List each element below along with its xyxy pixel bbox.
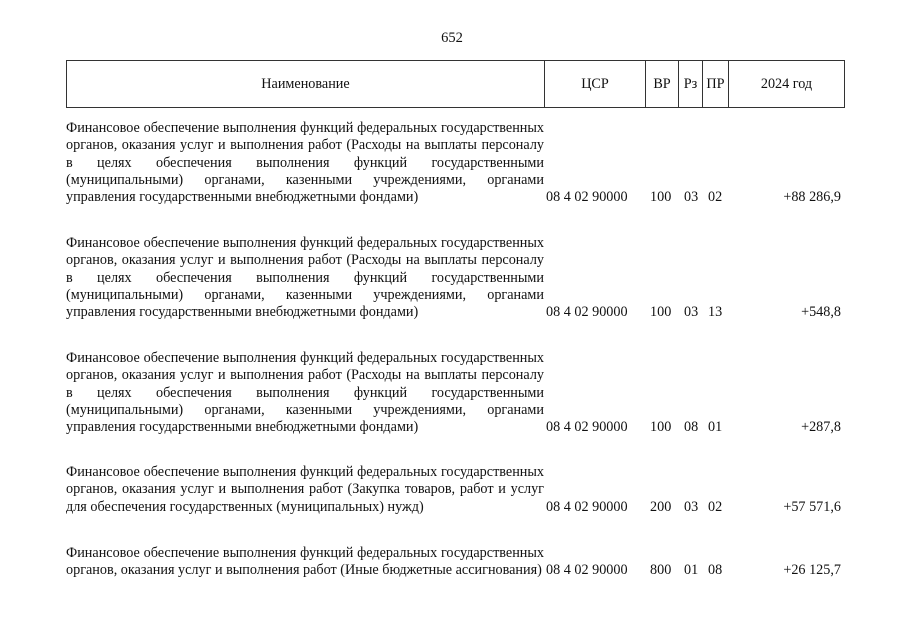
row-pr: 08	[708, 562, 723, 579]
row-pr: 02	[708, 189, 723, 206]
row-name: Финансовое обеспечение выполнения функций федеральных государственных органов, оказания услуг и выполнения работ (Расходы на выплаты персоналу в целях обеспечения выполнения функций государственными (муниципальными) органами, казенными учреждениями, органами управления государственными внебюджетными фондами)	[66, 235, 544, 321]
row-rz: 01	[684, 562, 699, 579]
header-name: Наименование	[67, 61, 545, 107]
row-csr: 08 4 02 90000	[546, 562, 628, 579]
row-csr: 08 4 02 90000	[546, 419, 628, 436]
header-year: 2024 год	[760, 75, 813, 92]
row-rz: 03	[684, 498, 699, 515]
row-vr: 800	[650, 562, 672, 579]
row-vr: 200	[650, 498, 672, 515]
row-pr: 13	[708, 304, 723, 321]
row-amount: +548,8	[801, 304, 841, 321]
row-rz: 03	[684, 189, 699, 206]
row-amount: +26 125,7	[783, 562, 841, 579]
row-amount: +287,8	[801, 419, 841, 436]
table-row	[66, 350, 845, 436]
table-row	[66, 235, 845, 321]
row-rz: 08	[684, 419, 699, 436]
table-row	[66, 120, 845, 206]
row-pr: 02	[708, 498, 723, 515]
table-row	[66, 545, 845, 580]
row-amount: +57 571,6	[783, 498, 841, 515]
header-csr: ЦСР	[545, 61, 646, 107]
row-name: Финансовое обеспечение выполнения функций федеральных государственных органов, оказания услуг и выполнения работ (Закупка товаров, работ и услуг для обеспечения государственных (муниципальных) нужд)	[66, 464, 544, 515]
row-amount: +88 286,9	[783, 189, 841, 206]
row-name: Финансовое обеспечение выполнения функций федеральных государственных органов, оказания услуг и выполнения работ (Расходы на выплаты персоналу в целях обеспечения выполнения функций государственными (муниципальными) органами, казенными учреждениями, органами управления государственными внебюджетными фондами)	[66, 350, 544, 436]
row-csr: 08 4 02 90000	[546, 498, 628, 515]
row-vr: 100	[650, 189, 672, 206]
page-number: 652	[441, 30, 463, 46]
header-pr: ПР	[703, 61, 729, 107]
row-csr: 08 4 02 90000	[546, 189, 628, 206]
row-name: Финансовое обеспечение выполнения функций федеральных государственных органов, оказания услуг и выполнения работ (Иные бюджетные ассигнования)	[66, 545, 544, 579]
table-row	[66, 464, 845, 516]
row-vr: 100	[650, 304, 672, 321]
row-vr: 100	[650, 419, 672, 436]
table-header	[66, 60, 845, 108]
row-pr: 01	[708, 419, 723, 436]
header-vr: ВР	[646, 61, 679, 107]
row-rz: 03	[684, 304, 699, 321]
row-csr: 08 4 02 90000	[546, 304, 628, 321]
row-name: Финансовое обеспечение выполнения функций федеральных государственных органов, оказания услуг и выполнения работ (Расходы на выплаты персоналу в целях обеспечения выполнения функций государственными (муниципальными) органами, казенными учреждениями, органами управления государственными внебюджетными фондами)	[66, 120, 544, 206]
header-rz: Рз	[679, 61, 703, 107]
